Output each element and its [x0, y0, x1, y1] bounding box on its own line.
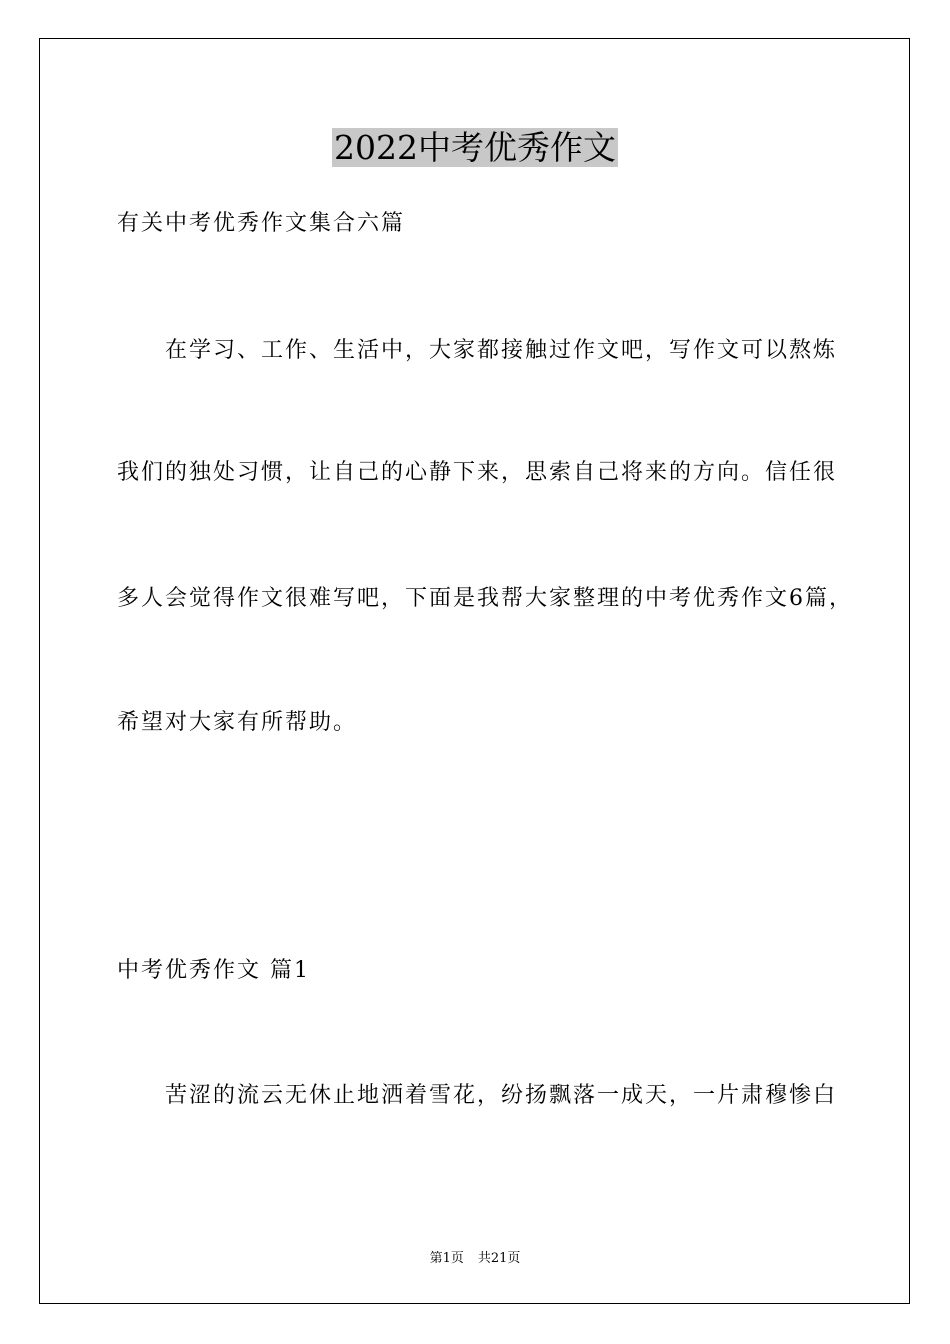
paragraph-line: 在学习、工作、生活中，大家都接触过作文吧，写作文可以熬炼 — [165, 338, 838, 363]
paragraph-line: 希望对大家有所帮助。 — [117, 710, 358, 735]
page-number: 第1页 — [429, 1251, 464, 1266]
paragraph-line: 多人会觉得作文很难写吧，下面是我帮大家整理的中考优秀作文6篇， — [117, 586, 853, 611]
document-title — [0, 124, 950, 172]
section-heading: 中考优秀作文 篇1 — [117, 958, 310, 983]
page-footer — [0, 1247, 950, 1266]
document-subtitle: 有关中考优秀作文集合六篇 — [117, 211, 406, 236]
paragraph-line: 我们的独处习惯，让自己的心静下来，思索自己将来的方向。信任很 — [117, 460, 838, 485]
paragraph-line: 苦涩的流云无休止地洒着雪花，纷扬飘落一成天，一片肃穆惨白 — [165, 1083, 838, 1108]
document-title-text: 2022中考优秀作文 — [334, 128, 616, 167]
page-total: 共21页 — [477, 1251, 521, 1266]
